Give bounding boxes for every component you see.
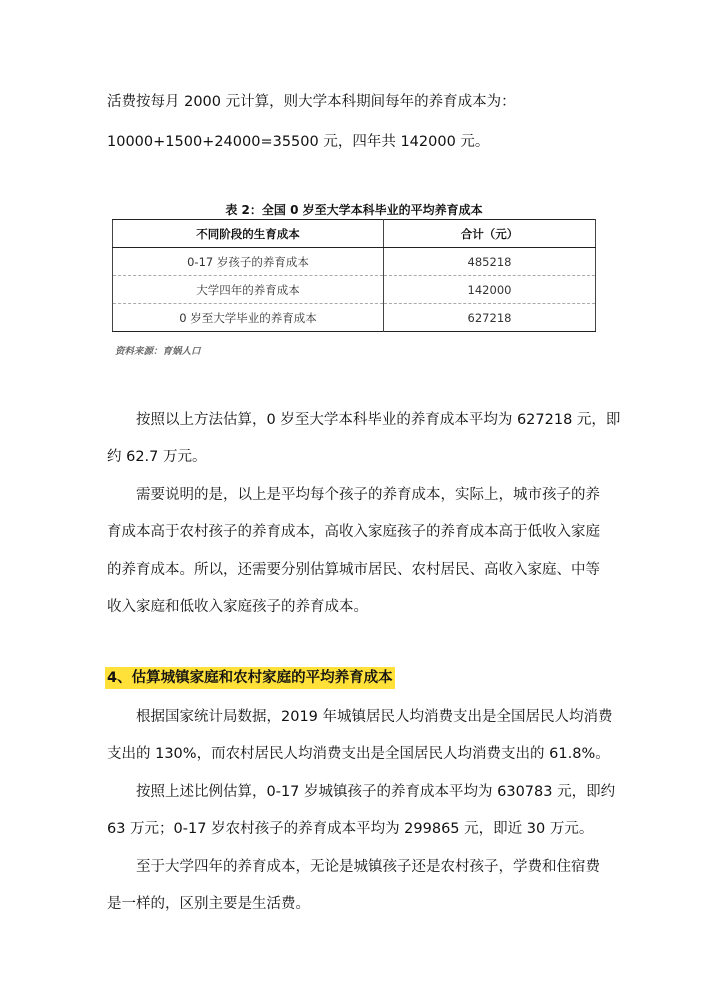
cost-table (112, 219, 596, 332)
table-cell-stage: 0-17 岁孩子的养育成本 (113, 248, 384, 276)
section-paragraph-3-line-2: 是一样的，区别主要是生活费。 (107, 896, 310, 912)
section-paragraph-2-line-1: 按照上述比例估算，0-17 岁城镇孩子的养育成本平均为 630783 元，即约 (136, 784, 616, 800)
paragraph-2-line-2: 育成本高于农村孩子的养育成本，高收入家庭孩子的养育成本高于低收入家庭 (107, 524, 600, 540)
table-cell-total: 142000 (384, 276, 596, 304)
intro-line-2: 10000+1500+24000=35500 元，四年共 142000 元。 (107, 134, 490, 150)
table-source-note: 资料来源：育娲人口 (115, 346, 201, 357)
table-header-total: 合计（元） (384, 220, 596, 248)
table-cell-stage: 大学四年的养育成本 (113, 276, 384, 304)
table-header-stage: 不同阶段的生育成本 (113, 220, 384, 248)
table-row (113, 276, 596, 304)
table-title: 表 2：全国 0 岁至大学本科毕业的平均养育成本 (225, 203, 483, 217)
table-row (113, 248, 596, 276)
table-cell-total: 485218 (384, 248, 596, 276)
section-heading: 4、估算城镇家庭和农村家庭的平均养育成本 (105, 667, 395, 689)
table-row (113, 304, 596, 332)
table-cell-stage: 0 岁至大学毕业的养育成本 (113, 304, 384, 332)
paragraph-2-line-4: 收入家庭和低收入家庭孩子的养育成本。 (107, 599, 368, 615)
section-paragraph-1-line-1: 根据国家统计局数据，2019 年城镇居民人均消费支出是全国居民人均消费 (136, 709, 613, 725)
paragraph-2-line-1: 需要说明的是，以上是平均每个孩子的养育成本，实际上，城市孩子的养 (136, 487, 600, 503)
table-cell-total: 627218 (384, 304, 596, 332)
table-header-row (113, 220, 596, 248)
paragraph-1-line-1: 按照以上方法估算，0 岁至大学本科毕业的养育成本平均为 627218 元，即 (136, 412, 621, 428)
intro-line-1: 活费按每月 2000 元计算，则大学本科期间每年的养育成本为： (107, 94, 516, 110)
paragraph-1-line-2: 约 62.7 万元。 (107, 449, 207, 465)
section-paragraph-2-line-2: 63 万元；0-17 岁农村孩子的养育成本平均为 299865 元，即近 30 万元。 (107, 821, 594, 837)
section-paragraph-1-line-2: 支出的 130%，而农村居民人均消费支出是全国居民人均消费支出的 61.8%。 (107, 746, 610, 762)
section-paragraph-3-line-1: 至于大学四年的养育成本，无论是城镇孩子还是农村孩子，学费和住宿费 (136, 859, 600, 875)
paragraph-2-line-3: 的养育成本。所以，还需要分别估算城市居民、农村居民、高收入家庭、中等 (107, 562, 600, 578)
